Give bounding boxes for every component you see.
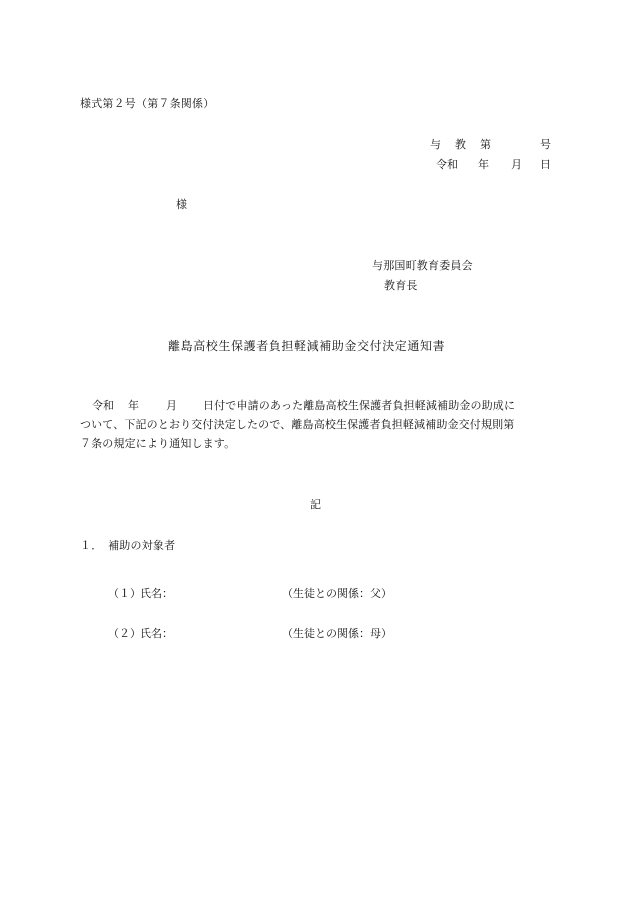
doc-number-yo: 与 <box>430 138 441 151</box>
document-title: 離島高校生保護者負担軽減補助金交付決定通知書 <box>168 339 446 353</box>
addressee-suffix: 様 <box>176 198 188 211</box>
recipient-relation: （生徒との関係：母） <box>282 627 392 640</box>
doc-number-kyo: 教 <box>455 138 466 151</box>
recipient-number: （２） <box>108 627 141 640</box>
recipient-relation: （生徒との関係：父） <box>282 587 392 600</box>
body-line3: ７条の規定により通知します。 <box>80 437 236 450</box>
recipient-name-label: 氏名： <box>140 627 173 640</box>
body-year: 年 <box>128 399 139 412</box>
ki-heading: 記 <box>310 498 322 511</box>
body-era: 令和 <box>92 399 114 412</box>
body-line1-rest: 日付で申請のあった離島高校生保護者負担軽減補助金の助成に <box>203 399 516 412</box>
date-era: 令和 <box>436 158 458 171</box>
body-line2: ついて、下記のとおり交付決定したので、離島高校生保護者負担軽減補助金交付規則第 <box>80 418 515 431</box>
date-month: 月 <box>511 158 522 171</box>
recipient-name-label: 氏名： <box>140 587 173 600</box>
date-year: 年 <box>478 158 489 171</box>
doc-number-dai: 第 <box>480 138 491 151</box>
issuer-org: 与那国町教育委員会 <box>372 259 473 272</box>
issuer-title: 教育長 <box>384 279 418 292</box>
form-label: 様式第２号（第７条関係） <box>80 97 215 110</box>
date-day: 日 <box>540 158 551 171</box>
doc-number-go: 号 <box>540 138 551 151</box>
section1-label: １． 補助の対象者 <box>80 539 176 552</box>
body-month: 月 <box>166 399 177 412</box>
recipient-number: （１） <box>108 587 141 600</box>
